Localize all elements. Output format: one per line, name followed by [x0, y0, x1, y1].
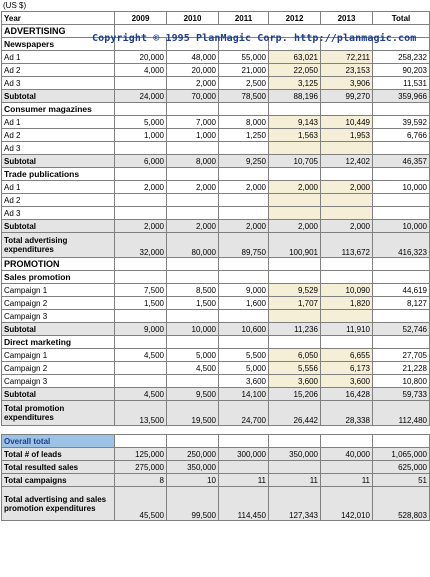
value-cell: 88,196: [269, 90, 321, 103]
value-cell: 100,901: [269, 233, 321, 258]
table-row: [2, 51, 430, 64]
value-cell: 10,000: [373, 220, 430, 233]
empty-cell: [167, 336, 219, 349]
value-cell: 275,000: [115, 461, 167, 474]
value-cell: [115, 362, 167, 375]
value-cell: 6,000: [115, 155, 167, 168]
empty-cell: [373, 426, 430, 435]
value-cell: 4,000: [115, 64, 167, 77]
row-label: Subtotal: [2, 155, 115, 168]
value-cell: 20,000: [167, 64, 219, 77]
value-cell: [219, 194, 269, 207]
value-cell: 12,402: [321, 155, 373, 168]
row-label: Ad 1: [2, 181, 115, 194]
empty-cell: [167, 258, 219, 271]
value-cell: 2,000: [115, 181, 167, 194]
value-cell: [321, 142, 373, 155]
header-row: [2, 12, 430, 25]
empty-cell: [167, 435, 219, 448]
empty-cell: [269, 336, 321, 349]
spacer-row: [2, 426, 430, 435]
value-cell: [167, 207, 219, 220]
grand-total-row: [2, 487, 430, 521]
row-label: Subtotal: [2, 90, 115, 103]
value-cell: 70,000: [167, 90, 219, 103]
value-cell: 8: [115, 474, 167, 487]
value-cell: 1,065,000: [373, 448, 430, 461]
value-cell: [269, 142, 321, 155]
value-cell: 1,563: [269, 129, 321, 142]
value-cell: 1,000: [167, 129, 219, 142]
value-cell: [219, 207, 269, 220]
budget-table: [1, 11, 430, 521]
value-cell: [373, 207, 430, 220]
value-cell: 20,000: [115, 51, 167, 64]
newspapers-title: Newspapers: [2, 38, 115, 51]
table-row: [2, 142, 430, 155]
value-cell: 90,203: [373, 64, 430, 77]
value-cell: 46,357: [373, 155, 430, 168]
value-cell: [269, 310, 321, 323]
empty-cell: [167, 103, 219, 116]
advertising-total-row: [2, 233, 430, 258]
value-cell: 10,449: [321, 116, 373, 129]
value-cell: [321, 207, 373, 220]
empty-cell: [321, 103, 373, 116]
empty-cell: [373, 258, 430, 271]
value-cell: 63,021: [269, 51, 321, 64]
value-cell: 3,600: [219, 375, 269, 388]
empty-cell: [167, 168, 219, 181]
empty-cell: [373, 103, 430, 116]
value-cell: 10,705: [269, 155, 321, 168]
row-label: Campaign 2: [2, 362, 115, 375]
value-cell: [167, 194, 219, 207]
value-cell: 2,000: [167, 220, 219, 233]
empty-cell: [115, 426, 167, 435]
empty-cell: [219, 435, 269, 448]
value-cell: 9,000: [219, 284, 269, 297]
value-cell: 24,000: [115, 90, 167, 103]
row-label: Ad 2: [2, 64, 115, 77]
year-2010-header: 2010: [167, 12, 219, 25]
empty-cell: [115, 168, 167, 181]
value-cell: 4,500: [167, 362, 219, 375]
value-cell: 52,746: [373, 323, 430, 336]
value-cell: [167, 142, 219, 155]
value-cell: 2,000: [115, 220, 167, 233]
empty-cell: [115, 336, 167, 349]
table-row: [2, 181, 430, 194]
value-cell: 15,206: [269, 388, 321, 401]
year-header: Year: [2, 12, 115, 25]
value-cell: 127,343: [269, 487, 321, 521]
value-cell: [321, 461, 373, 474]
value-cell: 1,707: [269, 297, 321, 310]
empty-cell: [115, 435, 167, 448]
empty-cell: [219, 258, 269, 271]
value-cell: 300,000: [219, 448, 269, 461]
row-label: Ad 3: [2, 142, 115, 155]
value-cell: 72,211: [321, 51, 373, 64]
value-cell: 10,000: [167, 323, 219, 336]
value-cell: 125,000: [115, 448, 167, 461]
empty-cell: [321, 336, 373, 349]
value-cell: 28,338: [321, 401, 373, 426]
value-cell: [269, 194, 321, 207]
value-cell: 55,000: [219, 51, 269, 64]
value-cell: 11,236: [269, 323, 321, 336]
table-row: [2, 207, 430, 220]
row-label: Total # of leads: [2, 448, 115, 461]
row-label: Campaign 1: [2, 284, 115, 297]
value-cell: 2,000: [167, 77, 219, 90]
value-cell: 99,500: [167, 487, 219, 521]
magazines-subtotal-row: [2, 155, 430, 168]
sales-title: Sales promotion: [2, 271, 115, 284]
value-cell: 416,323: [373, 233, 430, 258]
empty-cell: [269, 271, 321, 284]
overall-title-row: [2, 435, 430, 448]
direct-title: Direct marketing: [2, 336, 115, 349]
value-cell: 40,000: [321, 448, 373, 461]
row-label: Subtotal: [2, 323, 115, 336]
value-cell: 51: [373, 474, 430, 487]
empty-cell: [219, 426, 269, 435]
value-cell: 4,500: [115, 388, 167, 401]
row-label: Campaign 2: [2, 297, 115, 310]
value-cell: 8,127: [373, 297, 430, 310]
empty-cell: [373, 336, 430, 349]
value-cell: 114,450: [219, 487, 269, 521]
row-label: Ad 3: [2, 207, 115, 220]
value-cell: [115, 194, 167, 207]
value-cell: 9,500: [167, 388, 219, 401]
table-row: [2, 349, 430, 362]
year-2009-header: 2009: [115, 12, 167, 25]
row-label: Total resulted sales: [2, 461, 115, 474]
value-cell: [219, 461, 269, 474]
value-cell: 1,953: [321, 129, 373, 142]
table-row: [2, 284, 430, 297]
value-cell: 1,820: [321, 297, 373, 310]
trade-title: Trade publications: [2, 168, 115, 181]
table-row: [2, 310, 430, 323]
value-cell: 10,800: [373, 375, 430, 388]
value-cell: 99,270: [321, 90, 373, 103]
value-cell: 2,000: [269, 181, 321, 194]
table-row: [2, 116, 430, 129]
value-cell: 10,000: [373, 181, 430, 194]
value-cell: 11: [219, 474, 269, 487]
empty-cell: [269, 258, 321, 271]
value-cell: 5,000: [219, 362, 269, 375]
value-cell: 11: [321, 474, 373, 487]
total-header: Total: [373, 12, 430, 25]
value-cell: 39,592: [373, 116, 430, 129]
year-2011-header: 2011: [219, 12, 269, 25]
table-row: [2, 129, 430, 142]
value-cell: 1,000: [115, 129, 167, 142]
promotion-title: PROMOTION: [2, 258, 115, 271]
direct-title-row: [2, 336, 430, 349]
value-cell: 7,500: [115, 284, 167, 297]
value-cell: 142,010: [321, 487, 373, 521]
value-cell: 2,000: [219, 220, 269, 233]
value-cell: 528,803: [373, 487, 430, 521]
promotion-total-row: [2, 401, 430, 426]
value-cell: 625,000: [373, 461, 430, 474]
value-cell: 350,000: [269, 448, 321, 461]
magazines-title: Consumer magazines: [2, 103, 115, 116]
empty-cell: [115, 103, 167, 116]
row-label: Ad 3: [2, 77, 115, 90]
value-cell: 78,500: [219, 90, 269, 103]
value-cell: 6,766: [373, 129, 430, 142]
value-cell: 2,000: [219, 181, 269, 194]
value-cell: 24,700: [219, 401, 269, 426]
value-cell: [269, 207, 321, 220]
value-cell: 10: [167, 474, 219, 487]
value-cell: 13,500: [115, 401, 167, 426]
row-label: Total campaigns: [2, 474, 115, 487]
value-cell: 16,428: [321, 388, 373, 401]
value-cell: 350,000: [167, 461, 219, 474]
value-cell: 6,050: [269, 349, 321, 362]
value-cell: [373, 142, 430, 155]
row-label: Ad 2: [2, 129, 115, 142]
sales-subtotal-row: [2, 323, 430, 336]
value-cell: 7,000: [167, 116, 219, 129]
trade-subtotal-row: [2, 220, 430, 233]
value-cell: 112,480: [373, 401, 430, 426]
value-cell: 6,173: [321, 362, 373, 375]
value-cell: 45,500: [115, 487, 167, 521]
value-cell: 10,090: [321, 284, 373, 297]
value-cell: 11,531: [373, 77, 430, 90]
value-cell: 3,125: [269, 77, 321, 90]
table-row: [2, 77, 430, 90]
value-cell: 59,733: [373, 388, 430, 401]
year-2013-header: 2013: [321, 12, 373, 25]
value-cell: [115, 77, 167, 90]
value-cell: 11: [269, 474, 321, 487]
value-cell: [219, 142, 269, 155]
table-row: [2, 64, 430, 77]
overall-title: Overall total: [2, 435, 115, 448]
value-cell: [373, 194, 430, 207]
value-cell: 8,000: [167, 155, 219, 168]
value-cell: 23,153: [321, 64, 373, 77]
value-cell: 5,556: [269, 362, 321, 375]
campaigns-row: [2, 474, 430, 487]
table-row: [2, 362, 430, 375]
row-label: Campaign 3: [2, 310, 115, 323]
empty-cell: [167, 426, 219, 435]
leads-row: [2, 448, 430, 461]
empty-cell: [321, 258, 373, 271]
value-cell: 22,050: [269, 64, 321, 77]
value-cell: [269, 461, 321, 474]
value-cell: 1,250: [219, 129, 269, 142]
value-cell: 3,600: [321, 375, 373, 388]
empty-cell: [373, 435, 430, 448]
empty-cell: [219, 271, 269, 284]
empty-cell: [269, 103, 321, 116]
value-cell: 5,500: [219, 349, 269, 362]
value-cell: [115, 375, 167, 388]
value-cell: 1,600: [219, 297, 269, 310]
value-cell: [219, 310, 269, 323]
empty-cell: [219, 336, 269, 349]
value-cell: 113,672: [321, 233, 373, 258]
value-cell: [167, 375, 219, 388]
magazines-title-row: [2, 103, 430, 116]
value-cell: 21,000: [219, 64, 269, 77]
value-cell: 11,910: [321, 323, 373, 336]
value-cell: 9,000: [115, 323, 167, 336]
value-cell: 27,705: [373, 349, 430, 362]
value-cell: [115, 310, 167, 323]
value-cell: 5,000: [115, 116, 167, 129]
value-cell: [321, 310, 373, 323]
empty-cell: [373, 271, 430, 284]
empty-cell: [2, 426, 115, 435]
value-cell: [115, 207, 167, 220]
value-cell: 21,228: [373, 362, 430, 375]
row-label: Campaign 3: [2, 375, 115, 388]
value-cell: 80,000: [167, 233, 219, 258]
value-cell: 2,000: [269, 220, 321, 233]
value-cell: 26,442: [269, 401, 321, 426]
row-label: Total advertising expenditures: [2, 233, 115, 258]
row-label: Subtotal: [2, 388, 115, 401]
row-label: Ad 1: [2, 116, 115, 129]
newspapers-subtotal-row: [2, 90, 430, 103]
value-cell: 9,143: [269, 116, 321, 129]
empty-cell: [321, 435, 373, 448]
promotion-title-row: [2, 258, 430, 271]
value-cell: [115, 142, 167, 155]
row-label: Subtotal: [2, 220, 115, 233]
value-cell: 250,000: [167, 448, 219, 461]
copyright-notice: Copyright © 1995 PlanMagic Corp. http://planmagic.com: [92, 33, 417, 44]
row-label: Ad 2: [2, 194, 115, 207]
value-cell: 8,000: [219, 116, 269, 129]
value-cell: 5,000: [167, 349, 219, 362]
sales-row: [2, 461, 430, 474]
trade-title-row: [2, 168, 430, 181]
value-cell: 48,000: [167, 51, 219, 64]
value-cell: 9,250: [219, 155, 269, 168]
value-cell: 258,232: [373, 51, 430, 64]
value-cell: [373, 310, 430, 323]
value-cell: 10,600: [219, 323, 269, 336]
value-cell: 4,500: [115, 349, 167, 362]
value-cell: [321, 194, 373, 207]
empty-cell: [219, 103, 269, 116]
empty-cell: [167, 271, 219, 284]
advertising-title: ADVERTISING: [2, 25, 115, 38]
value-cell: 2,000: [167, 181, 219, 194]
year-2012-header: 2012: [269, 12, 321, 25]
value-cell: 19,500: [167, 401, 219, 426]
value-cell: 2,500: [219, 77, 269, 90]
sales-title-row: [2, 271, 430, 284]
row-label: Total promotion expenditures: [2, 401, 115, 426]
empty-cell: [321, 271, 373, 284]
value-cell: 14,100: [219, 388, 269, 401]
empty-cell: [373, 168, 430, 181]
value-cell: 3,600: [269, 375, 321, 388]
value-cell: 9,529: [269, 284, 321, 297]
row-label: Total advertising and sales promotion expenditures: [2, 487, 115, 521]
value-cell: 8,500: [167, 284, 219, 297]
row-label: Campaign 1: [2, 349, 115, 362]
value-cell: 44,619: [373, 284, 430, 297]
value-cell: [167, 310, 219, 323]
empty-cell: [269, 168, 321, 181]
empty-cell: [269, 426, 321, 435]
empty-cell: [115, 258, 167, 271]
value-cell: 89,750: [219, 233, 269, 258]
table-row: [2, 194, 430, 207]
value-cell: 32,000: [115, 233, 167, 258]
value-cell: 2,000: [321, 220, 373, 233]
empty-cell: [321, 426, 373, 435]
direct-subtotal-row: [2, 388, 430, 401]
table-row: [2, 297, 430, 310]
value-cell: 6,655: [321, 349, 373, 362]
value-cell: 359,966: [373, 90, 430, 103]
empty-cell: [115, 271, 167, 284]
empty-cell: [219, 168, 269, 181]
empty-cell: [321, 168, 373, 181]
table-row: [2, 375, 430, 388]
empty-cell: [269, 435, 321, 448]
row-label: Ad 1: [2, 51, 115, 64]
value-cell: 1,500: [167, 297, 219, 310]
value-cell: 3,906: [321, 77, 373, 90]
value-cell: 2,000: [321, 181, 373, 194]
value-cell: 1,500: [115, 297, 167, 310]
currency-note: (US $): [3, 1, 27, 10]
